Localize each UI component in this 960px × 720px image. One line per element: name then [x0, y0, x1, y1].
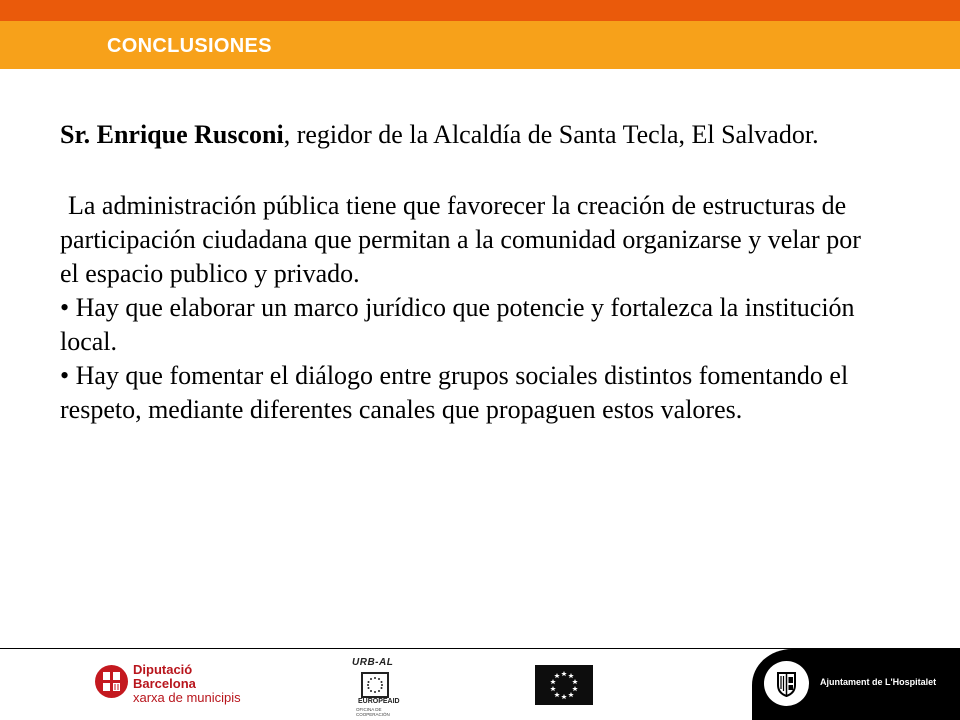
urbal-europeaid: EUROPEAID — [358, 698, 400, 705]
bullet-item-1: • Hay que elaborar un marco jurídico que potencie y fortalezca la institución local. — [60, 293, 855, 356]
urbal-title: URB-AL — [352, 657, 394, 668]
speaker-name: Sr. Enrique Rusconi — [60, 120, 284, 149]
diputacio-network: xarxa de municipis — [133, 690, 241, 705]
header-top-strip — [0, 0, 960, 21]
slide-title: CONCLUSIONES — [107, 35, 272, 57]
paragraph-intro: La administración pública tiene que favorecer la creación de estructuras de participación ciudadana que permitan a la comunidad organizarse y velar por el espacio publico y privado. — [60, 191, 861, 288]
diputacio-city: Barcelona — [133, 676, 196, 691]
urbal-office: OFICINA DE COOPERACIÓN — [356, 707, 390, 717]
diputacio-logo — [95, 663, 295, 711]
bullet-item-2: • Hay que fomentar el diálogo entre grupos sociales distintos fomentando el respeto, mediante diferentes canales que propaguen estos valores. — [60, 361, 849, 424]
slide-content — [60, 118, 880, 427]
eu-flag-icon — [535, 665, 593, 705]
footer-logos — [0, 649, 960, 720]
diputacio-name: Diputació — [133, 662, 193, 677]
ajuntament-name: Ajuntament de L'Hospitalet — [820, 677, 937, 687]
speaker-role: , regidor de la Alcaldía de Santa Tecla, El Salvador. — [283, 120, 819, 149]
diputacio-emblem-icon — [95, 665, 128, 698]
ajuntament-logo — [752, 649, 960, 720]
urbal-logo — [350, 657, 400, 715]
urbal-stars-icon — [361, 672, 389, 698]
speaker-line — [60, 118, 880, 152]
ajuntament-crest-icon — [764, 661, 809, 706]
